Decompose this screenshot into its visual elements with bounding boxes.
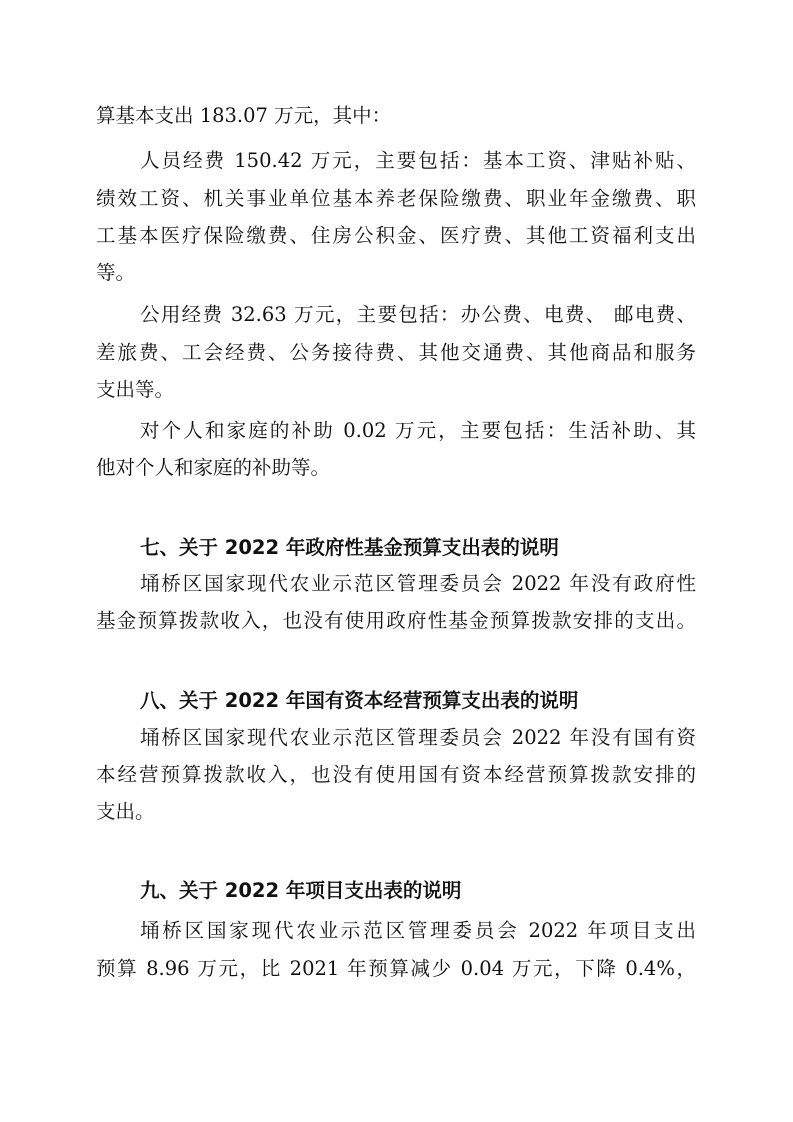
text-line-15: 支出。 [96,800,155,823]
text-line-14: 本经营预算拨款收入，也没有使用国有资本经营预算拨款安排的 [96,763,696,786]
text-line-6: 公用经费 32.63 万元，主要包括：办公费、电费、 邮电费、 [140,303,696,326]
text-line-10: 他对个人和家庭的补助等。 [96,456,331,479]
section-heading-7: 七、关于 2022 年政府性基金预算支出表的说明 [140,536,559,559]
text-line-2: 人员经费 150.42 万元，主要包括：基本工资、津贴补贴、 [140,149,696,172]
text-line-4: 工基本医疗保险缴费、住房公积金、医疗费、其他工资福利支出 [96,224,696,247]
text-line-13: 埇桥区国家现代农业示范区管理委员会 2022 年没有国有资 [140,726,696,749]
text-line-11: 埇桥区国家现代农业示范区管理委员会 2022 年没有政府性 [140,572,696,595]
text-line-17: 预算 8.96 万元，比 2021 年预算减少 0.04 万元，下降 0.4%， [96,957,696,980]
text-line-9: 对个人和家庭的补助 0.02 万元，主要包括：生活补助、其 [140,419,696,442]
text-line-7: 差旅费、工会经费、公务接待费、其他交通费、其他商品和服务 [96,341,696,364]
text-line-3: 绩效工资、机关事业单位基本养老保险缴费、职业年金缴费、职 [96,187,696,210]
text-line-16: 埇桥区国家现代农业示范区管理委员会 2022 年项目支出 [140,919,696,942]
text-line-1: 算基本支出 183.07 万元，其中： [96,104,392,127]
section-heading-8: 八、关于 2022 年国有资本经营预算支出表的说明 [140,689,579,712]
text-line-5: 等。 [96,261,136,284]
text-line-12: 基金预算拨款收入，也没有使用政府性基金预算拨款安排的支出。 [96,609,696,632]
text-line-8: 支出等。 [96,378,175,401]
section-heading-9: 九、关于 2022 年项目支出表的说明 [140,879,462,902]
